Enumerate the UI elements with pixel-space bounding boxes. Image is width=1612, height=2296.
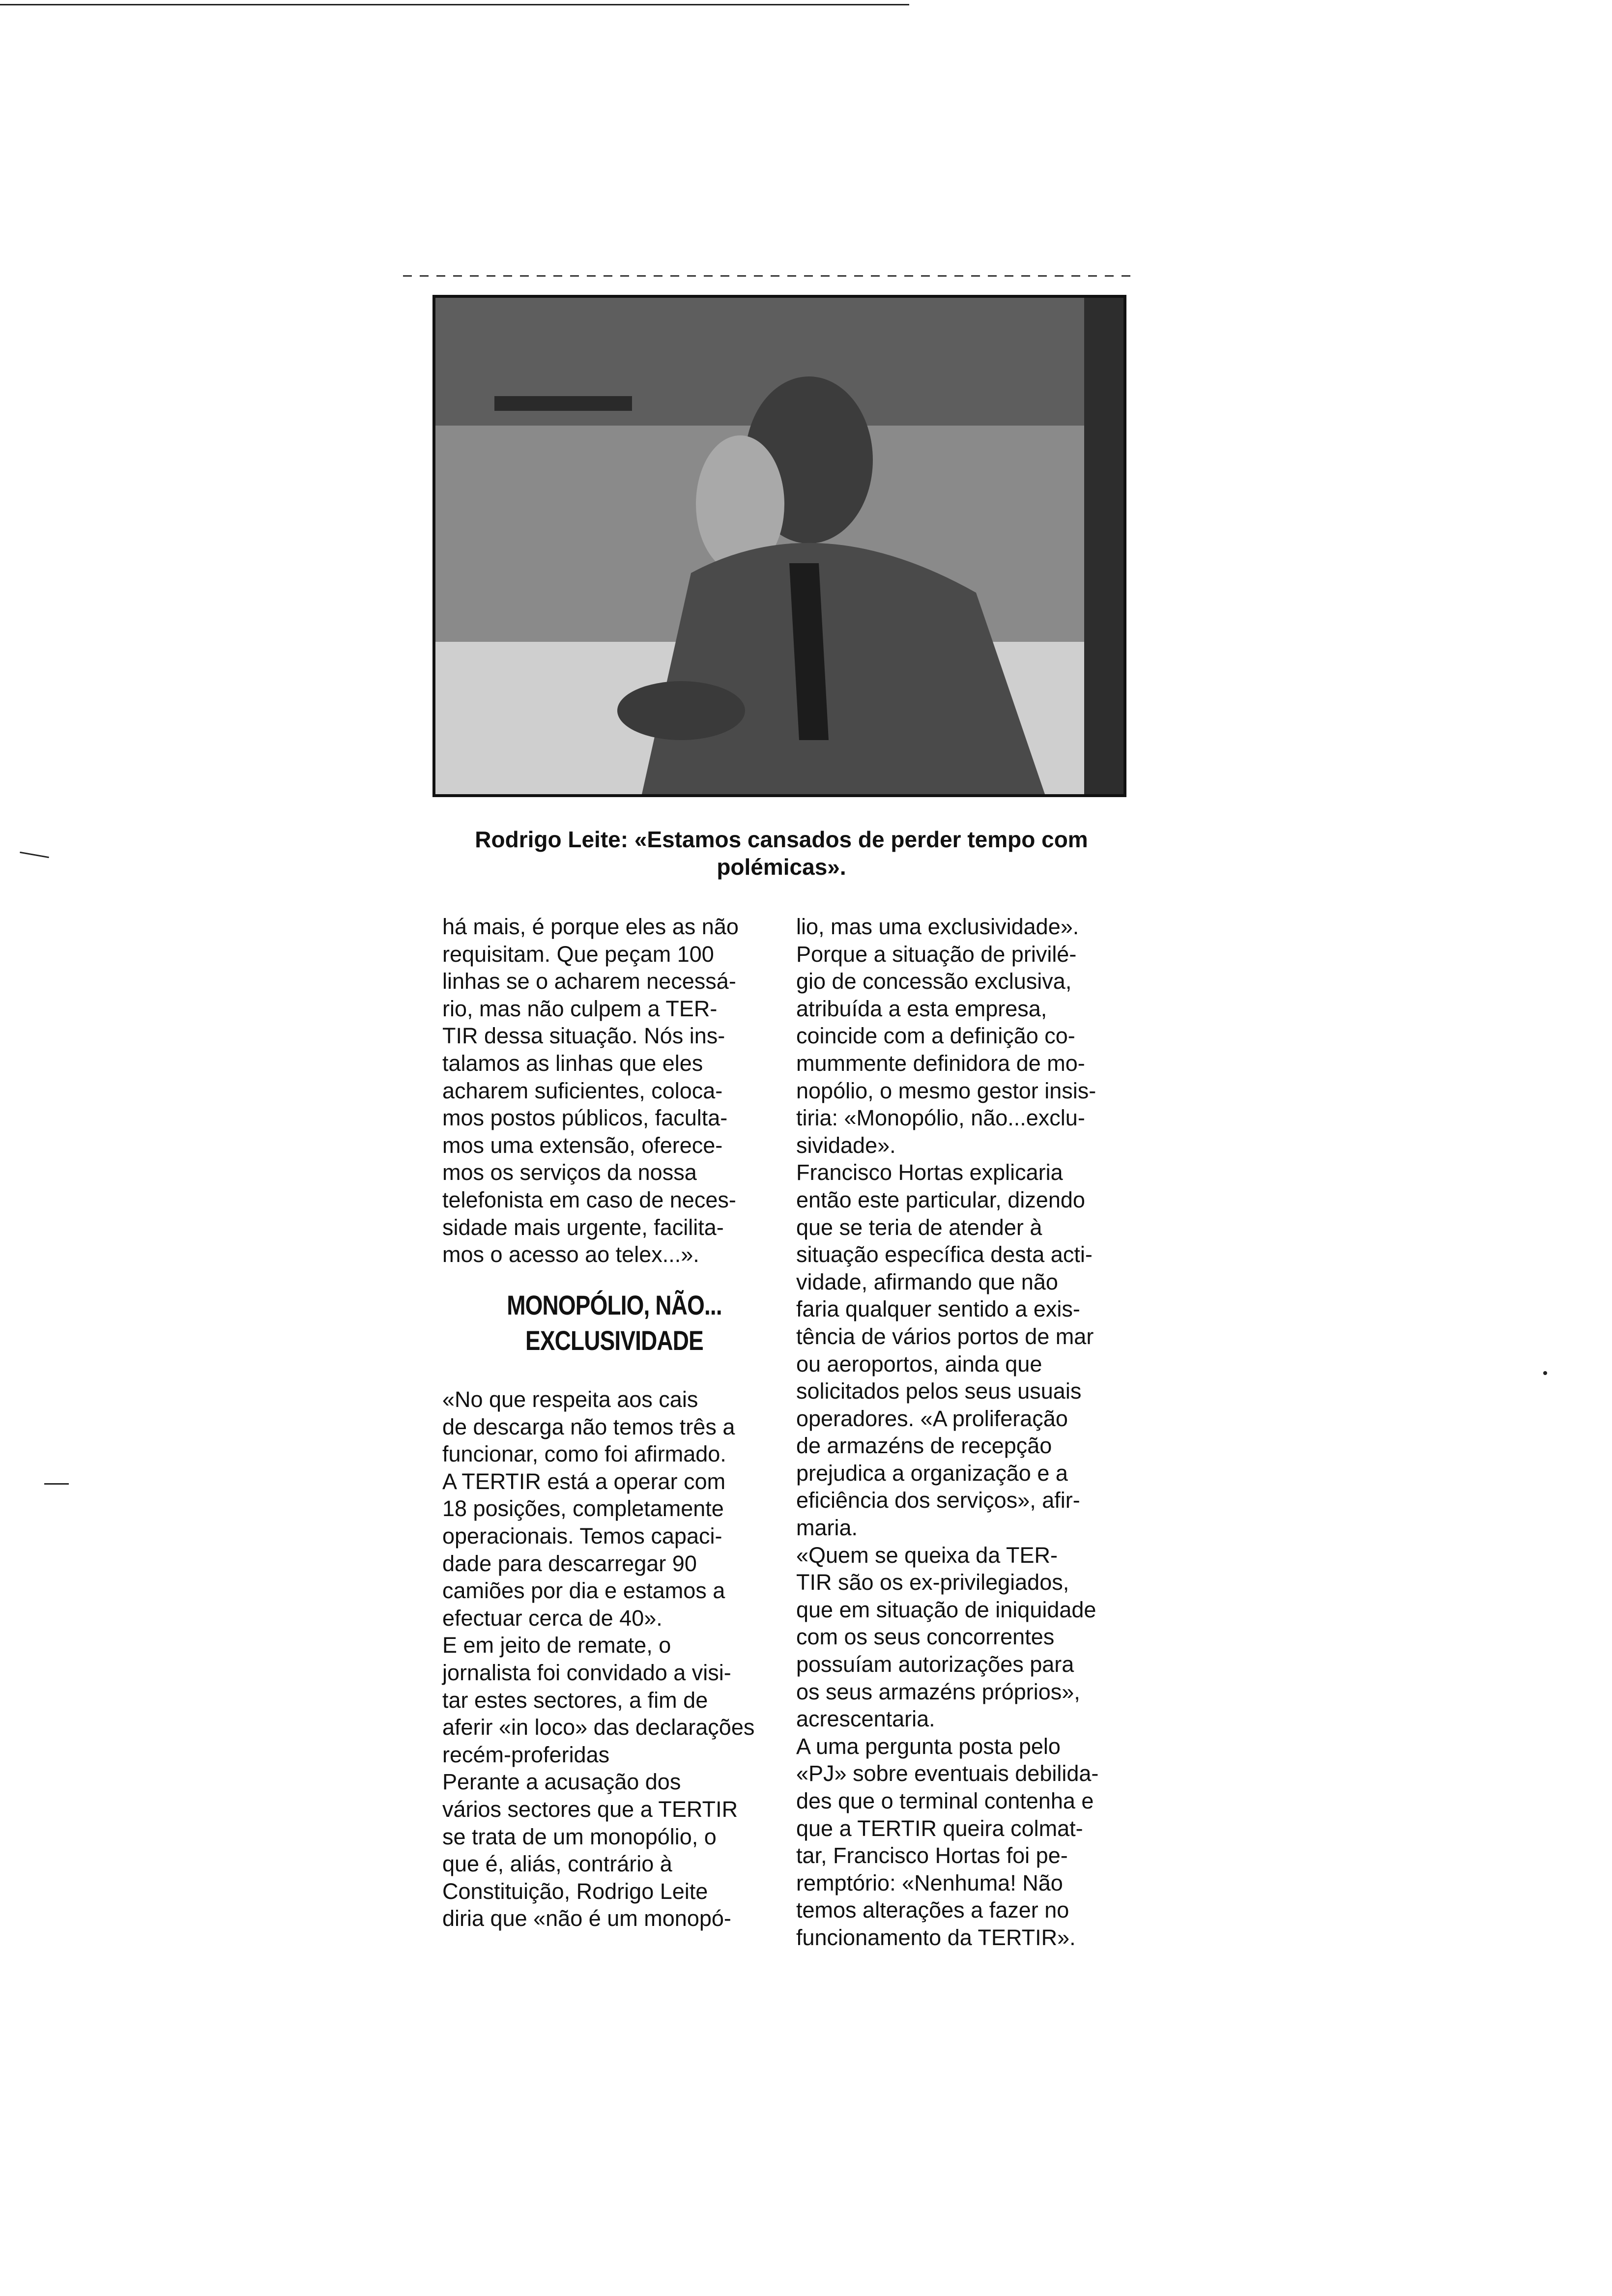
text-line: que se teria de atender à xyxy=(796,1214,1042,1240)
text-line: Constituição, Rodrigo Leite xyxy=(442,1878,708,1904)
scan-top-rule xyxy=(0,4,909,5)
text-line: de armazéns de recepção xyxy=(796,1433,1052,1459)
text-line: operadores. «A proliferação xyxy=(796,1406,1068,1431)
text-line: requisitam. Que peçam 100 xyxy=(442,941,714,967)
subhead-line: EXCLUSIVIDADE xyxy=(525,1325,703,1356)
text-line: jornalista foi convidado a visi- xyxy=(442,1660,731,1685)
text-line: nopólio, o mesmo gestor insis- xyxy=(796,1078,1096,1103)
text-line: tiria: «Monopólio, não...exclu- xyxy=(796,1105,1085,1131)
text-line: com os seus concorrentes xyxy=(796,1624,1055,1650)
text-line: atribuída a esta empresa, xyxy=(796,996,1047,1021)
text-line: A TERTIR está a operar com xyxy=(442,1468,726,1494)
text-line: que a TERTIR queira colmat- xyxy=(796,1815,1083,1841)
text-line: operacionais. Temos capaci- xyxy=(442,1523,722,1549)
text-line: há mais, é porque eles as não xyxy=(442,914,739,939)
text-line: tar, Francisco Hortas foi pe- xyxy=(796,1843,1068,1868)
text-line: mos postos públicos, faculta- xyxy=(442,1105,728,1131)
text-line: que é, aliás, contrário à xyxy=(442,1851,672,1877)
text-line: gio de concessão exclusiva, xyxy=(796,969,1072,994)
text-line: 18 posições, completamente xyxy=(442,1496,724,1521)
text-line: diria que «não é um monopó- xyxy=(442,1906,731,1931)
text-line: então este particular, dizendo xyxy=(796,1187,1085,1212)
text-line: «No que respeita aos cais xyxy=(442,1387,698,1412)
text-line: aferir «in loco» das declarações xyxy=(442,1715,755,1740)
text-line: mummente definidora de mo- xyxy=(796,1050,1085,1076)
caption-line: Rodrigo Leite: «Estamos cansados de perder tempo com xyxy=(475,827,1088,852)
scan-mark-left-2 xyxy=(44,1483,69,1485)
subhead-line: MONOPÓLIO, NÃO... xyxy=(507,1290,722,1320)
text-line: que em situação de iniquidade xyxy=(796,1597,1096,1622)
text-line: tência de vários portos de mar xyxy=(796,1323,1094,1349)
text-line: vários sectores que a TERTIR xyxy=(442,1796,738,1822)
scan-header-dashes xyxy=(403,275,1130,277)
text-line: mos o acesso ao telex...». xyxy=(442,1242,699,1267)
text-line: recém-proferidas xyxy=(442,1742,610,1767)
text-line: telefonista em caso de neces- xyxy=(442,1187,736,1212)
text-line: Francisco Hortas explicaria xyxy=(796,1160,1063,1185)
text-line: «PJ» sobre eventuais debilida- xyxy=(796,1761,1099,1786)
text-line: prejudica a organização e a xyxy=(796,1460,1068,1486)
text-line: temos alterações a fazer no xyxy=(796,1897,1069,1923)
text-line: situação específica desta acti- xyxy=(796,1242,1093,1267)
text-line: rio, mas não culpem a TER- xyxy=(442,996,718,1021)
text-line: «Quem se queixa da TER- xyxy=(796,1542,1058,1568)
text-line: funcionamento da TERTIR». xyxy=(796,1924,1076,1950)
text-line: faria qualquer sentido a exis- xyxy=(796,1296,1080,1322)
text-line: eficiência dos serviços», afir- xyxy=(796,1488,1080,1513)
text-line: acharem suficientes, coloca- xyxy=(442,1078,723,1103)
text-line: sividade». xyxy=(796,1132,896,1158)
text-line: efectuar cerca de 40». xyxy=(442,1605,662,1631)
scan-mark-left-1 xyxy=(20,852,49,858)
text-line: linhas se o acharem necessá- xyxy=(442,969,736,994)
text-line: mos os serviços da nossa xyxy=(442,1160,697,1185)
text-line: remptório: «Nenhuma! Não xyxy=(796,1870,1063,1895)
text-line: de descarga não temos três a xyxy=(442,1414,735,1439)
text-line: solicitados pelos seus usuais xyxy=(796,1378,1082,1404)
left-column-top xyxy=(442,913,796,1268)
text-line: maria. xyxy=(796,1515,858,1541)
text-line: vidade, afirmando que não xyxy=(796,1269,1058,1294)
text-line: Perante a acusação dos xyxy=(442,1769,681,1795)
text-line: os seus armazéns próprios», xyxy=(796,1679,1080,1704)
text-line: TIR dessa situação. Nós ins- xyxy=(442,1023,725,1049)
text-line: camiões por dia e estamos a xyxy=(442,1578,725,1604)
text-line: TIR são os ex-privilegiados, xyxy=(796,1570,1069,1595)
text-line: sidade mais urgente, facilita- xyxy=(442,1214,724,1240)
text-line: tar estes sectores, a fim de xyxy=(442,1687,708,1713)
text-line: des que o terminal contenha e xyxy=(796,1788,1094,1813)
text-line: se trata de um monopólio, o xyxy=(442,1824,717,1849)
text-line: ou aeroportos, ainda que xyxy=(796,1351,1042,1377)
right-column xyxy=(796,913,1150,1952)
text-line: coincide com a definição co- xyxy=(796,1023,1075,1049)
text-line: mos uma extensão, oferece- xyxy=(442,1132,723,1158)
photo-caption xyxy=(462,826,1101,881)
article-photo xyxy=(432,295,1126,797)
left-column-bottom xyxy=(442,1386,796,1932)
caption-line: polémicas». xyxy=(717,854,846,880)
text-line: dade para descarregar 90 xyxy=(442,1550,697,1576)
scan-mark-right-dot xyxy=(1543,1371,1547,1375)
section-subhead xyxy=(473,1288,755,1358)
text-line: lio, mas uma exclusividade». xyxy=(796,914,1079,939)
text-line: funcionar, como foi afirmado. xyxy=(442,1441,726,1467)
text-line: Porque a situação de privilé- xyxy=(796,941,1077,967)
photo-icon xyxy=(435,298,1123,794)
text-line: A uma pergunta posta pelo xyxy=(796,1733,1061,1759)
text-line: possuíam autorizações para xyxy=(796,1652,1074,1677)
text-line: talamos as linhas que eles xyxy=(442,1050,703,1076)
text-line: E em jeito de remate, o xyxy=(442,1633,671,1658)
text-line: acrescentaria. xyxy=(796,1706,935,1732)
